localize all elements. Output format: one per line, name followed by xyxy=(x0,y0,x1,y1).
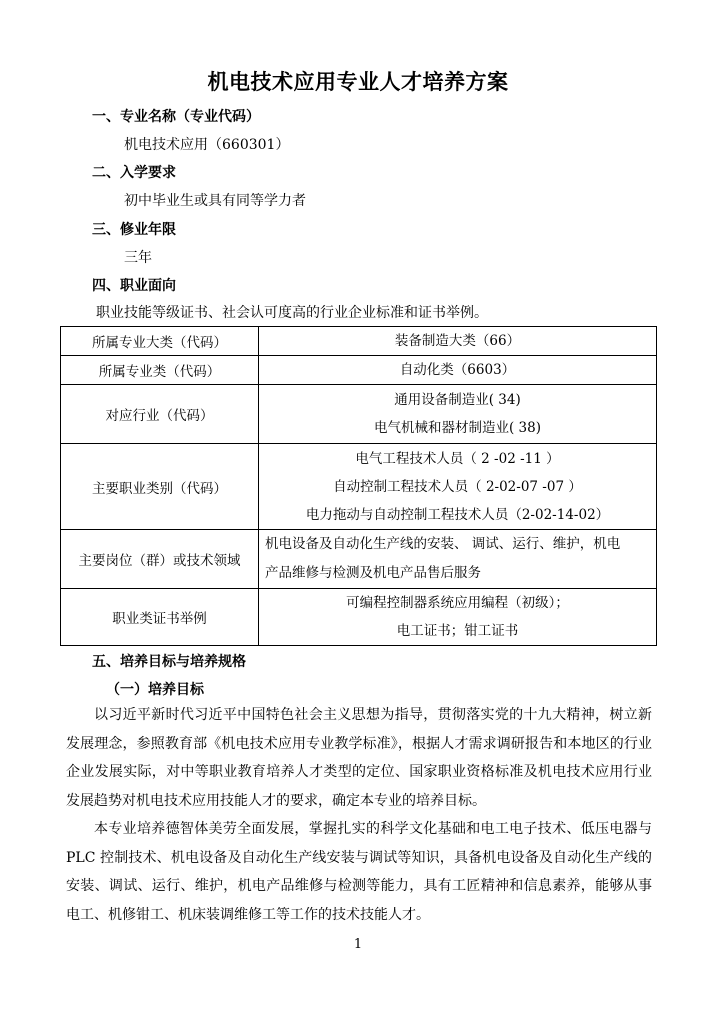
section-heading-3: 三、修业年限 xyxy=(92,222,176,238)
table-row xyxy=(61,444,657,530)
section-text-2: 初中毕业生或具有同等学力者 xyxy=(124,193,306,209)
table-value-cell xyxy=(259,444,657,530)
page-title: 机电技术应用专业人才培养方案 xyxy=(207,70,509,94)
table-value-line: 自动化类（6603） xyxy=(399,362,516,378)
paragraph-2: 本专业培养德智体美劳全面发展，掌握扎实的科学文化基础和电工电子技术、低压电器与 PLC 控制技术、机电设备及自动化生产线安装与调试等知识，具备机电设备及自动化生产线的安装、调试、运行、维护，机电产品维修与检测等能力，具有工匠精神和信息素养，能够从事电工、机修钳工、机床装调维修工等工作的技术技能人才。 xyxy=(66,821,652,923)
table-label-cell: 主要岗位（群）或技术领域 xyxy=(61,530,259,589)
table-row xyxy=(61,530,657,589)
table-row xyxy=(61,356,657,385)
table-value-line: 机电设备及自动化生产线的安装、 调试、运行、维护，机电 xyxy=(265,536,621,552)
table-value-line: 装备制造大类（66） xyxy=(394,333,521,349)
section-intro-4: 职业技能等级证书、社会认可度高的行业企业标准和证书举例。 xyxy=(96,305,488,321)
table-row xyxy=(61,385,657,444)
table-label-cell: 所属专业类（代码） xyxy=(61,356,259,385)
occupation-table xyxy=(60,326,657,646)
section-heading-1: 一、专业名称（专业代码） xyxy=(92,109,260,125)
section-heading-4: 四、职业面向 xyxy=(92,278,176,294)
table-label-cell: 主要职业类别（代码） xyxy=(61,444,259,530)
table-value-cell xyxy=(259,530,657,589)
table-label-cell: 所属专业大类（代码） xyxy=(61,327,259,356)
table-row xyxy=(61,327,657,356)
section-text-3: 三年 xyxy=(124,250,152,266)
table-value-line: 产品维修与检测及机电产品售后服务 xyxy=(265,565,481,581)
paragraph-1: 以习近平新时代习近平中国特色社会主义思想为指导，贯彻落实党的十九大精神，树立新发展理念，参照教育部《机电技术应用专业教学标准》，根据人才需求调研报告和本地区的行业企业发展实际，对中等职业教育培养人才类型的定位、国家职业资格标准及机电技术应用行业发展趋势对机电技术应用技能人才的要求，确定本专业的培养目标。 xyxy=(66,707,652,809)
table-value-cell xyxy=(259,589,657,646)
table-value-line: 可编程控制器系统应用编程（初级）； xyxy=(346,595,569,611)
subsection-heading: （一）培养目标 xyxy=(106,682,204,698)
table-value-cell xyxy=(259,327,657,356)
table-row xyxy=(61,589,657,646)
table-value-line: 电气机械和器材制造业( 38) xyxy=(373,420,541,436)
table-label-cell: 对应行业（代码） xyxy=(61,385,259,444)
table-value-line: 通用设备制造业( 34) xyxy=(394,392,521,408)
section-heading-2: 二、入学要求 xyxy=(92,165,176,181)
table-value-line: 电力拖动与自动控制工程技术人员（2-02-14-02） xyxy=(305,506,610,523)
section-heading-5: 五、培养目标与培养规格 xyxy=(92,654,246,670)
table-value-line: 电工证书；钳工证书 xyxy=(396,623,519,639)
table-value-cell xyxy=(259,356,657,385)
table-value-line: 自动控制工程技术人员（ 2-02-07 -07 ） xyxy=(333,478,582,495)
page-number: 1 xyxy=(353,937,363,952)
table-label-cell: 职业类证书举例 xyxy=(61,589,259,646)
table-value-line: 电气工程技术人员（ 2 -02 -11 ） xyxy=(355,450,560,467)
section-text-1: 机电技术应用（660301） xyxy=(124,137,290,153)
table-value-cell xyxy=(259,385,657,444)
